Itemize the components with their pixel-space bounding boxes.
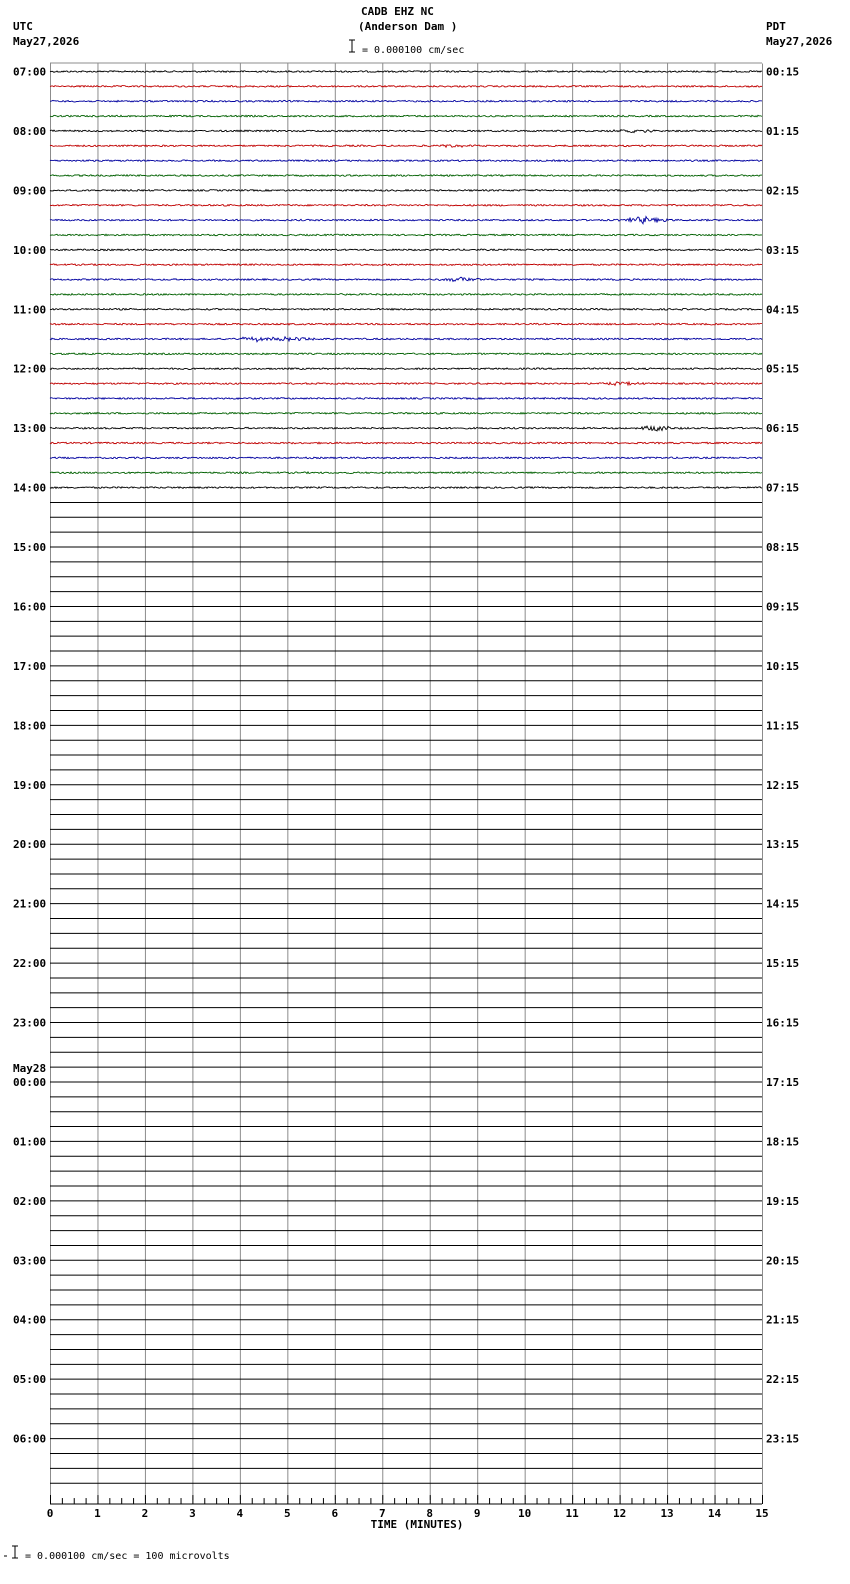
utc-hour-label: 20:00 <box>13 838 47 852</box>
utc-hour-label: 09:00 <box>13 184 47 198</box>
utc-hour-label: 00:00 <box>13 1075 47 1089</box>
x-tick-label: 9 <box>473 1507 481 1521</box>
utc-hour-label: 06:00 <box>13 1432 47 1446</box>
seismic-trace <box>50 234 762 236</box>
pdt-hour-label: 17:15 <box>766 1075 800 1089</box>
seismic-trace <box>50 86 762 88</box>
seismic-trace <box>50 71 762 73</box>
date-change-label: May28 <box>13 1061 47 1075</box>
utc-hour-label: 01:00 <box>13 1135 47 1149</box>
pdt-hour-label: 21:15 <box>766 1313 800 1327</box>
x-tick-label: 12 <box>612 1507 627 1521</box>
pdt-hour-label: 03:15 <box>766 243 800 257</box>
pdt-hour-label: 02:15 <box>766 184 800 198</box>
right-date: May27,2026 <box>766 35 833 48</box>
x-tick-label: 1 <box>94 1507 101 1521</box>
pdt-hour-label: 07:15 <box>766 481 800 495</box>
pdt-hour-label: 10:15 <box>766 659 800 673</box>
seismic-trace <box>50 353 762 355</box>
pdt-hour-label: 00:15 <box>766 65 800 79</box>
seismic-trace <box>50 249 762 251</box>
utc-hour-label: 12:00 <box>13 362 47 376</box>
scale-bar-icon <box>349 40 355 52</box>
pdt-hour-label: 23:15 <box>766 1432 800 1446</box>
x-tick-label: 14 <box>707 1507 722 1521</box>
pdt-hour-label: 08:15 <box>766 541 800 555</box>
pdt-hour-label: 15:15 <box>766 957 800 971</box>
x-tick-label: 15 <box>755 1507 769 1521</box>
seismic-trace <box>50 115 762 117</box>
pdt-hour-label: 22:15 <box>766 1373 800 1387</box>
pdt-hour-label: 11:15 <box>766 719 800 733</box>
x-tick-label: 13 <box>660 1507 674 1521</box>
pdt-hour-label: 13:15 <box>766 838 800 852</box>
seismic-trace <box>50 217 762 224</box>
plot-grid <box>50 63 763 1500</box>
scale-label: = 0.000100 cm/sec <box>362 45 465 56</box>
x-tick-label: 4 <box>236 1507 244 1521</box>
seismic-trace <box>50 487 762 489</box>
pdt-hour-label: 18:15 <box>766 1135 800 1149</box>
utc-hour-label: 13:00 <box>13 422 47 436</box>
station-title: CADB EHZ NC <box>361 5 434 18</box>
utc-hour-label: 21:00 <box>13 897 47 911</box>
utc-hour-label: 23:00 <box>13 1016 47 1030</box>
seismic-trace <box>50 160 762 162</box>
pdt-hour-label: 01:15 <box>766 124 800 138</box>
utc-hour-label: 10:00 <box>13 243 47 257</box>
utc-hour-label: 19:00 <box>13 778 47 792</box>
x-tick-label: 0 <box>46 1507 54 1521</box>
seismic-trace <box>50 190 762 192</box>
pdt-hour-label: 19:15 <box>766 1194 800 1208</box>
left-timezone: UTC <box>13 20 33 33</box>
pdt-hour-label: 14:15 <box>766 897 800 911</box>
x-axis <box>47 1495 769 1531</box>
seismic-trace <box>50 368 762 370</box>
utc-hour-label: 18:00 <box>13 719 47 733</box>
utc-hour-label: 08:00 <box>13 124 47 138</box>
utc-hour-label: 02:00 <box>13 1194 47 1208</box>
pdt-hour-label: 12:15 <box>766 778 800 792</box>
right-timezone: PDT <box>766 20 786 33</box>
x-tick-label: 8 <box>426 1507 434 1521</box>
seismic-trace <box>50 382 762 386</box>
utc-hour-label: 11:00 <box>13 303 47 317</box>
utc-hour-label: 07:00 <box>13 65 47 79</box>
pdt-hour-label: 06:15 <box>766 422 800 436</box>
utc-hour-label: 04:00 <box>13 1313 47 1327</box>
utc-hour-label: 16:00 <box>13 600 47 614</box>
x-tick-label: 5 <box>284 1507 291 1521</box>
utc-hour-label: 17:00 <box>13 659 47 673</box>
x-tick-label: 3 <box>189 1507 196 1521</box>
seismic-trace <box>50 264 762 266</box>
footer-scale-note: = 0.000100 cm/sec = 100 microvolts <box>25 1551 230 1562</box>
seismic-trace <box>50 294 762 296</box>
seismic-trace <box>50 472 762 474</box>
seismic-trace <box>50 337 762 342</box>
seismic-traces <box>50 71 762 1484</box>
utc-hour-label: 05:00 <box>13 1373 47 1387</box>
pdt-hour-label: 09:15 <box>766 600 800 614</box>
seismic-trace <box>50 442 762 444</box>
seismic-trace <box>50 175 762 177</box>
utc-hour-label: 15:00 <box>13 541 47 555</box>
seismic-trace <box>50 398 762 400</box>
pdt-hour-label: 05:15 <box>766 362 800 376</box>
seismic-trace <box>50 309 762 311</box>
seismic-trace <box>50 145 762 148</box>
pdt-hour-label: 20:15 <box>766 1254 800 1268</box>
seismic-trace <box>50 413 762 415</box>
left-date: May27,2026 <box>13 35 80 48</box>
seismic-trace <box>50 130 762 133</box>
x-tick-label: 11 <box>565 1507 579 1521</box>
x-axis-title: TIME (MINUTES) <box>370 1518 464 1532</box>
footer-scale-icon <box>4 1546 18 1558</box>
seismic-trace <box>50 457 762 459</box>
x-tick-label: 7 <box>378 1507 386 1521</box>
seismic-trace <box>50 277 762 281</box>
x-tick-label: 2 <box>141 1507 149 1521</box>
pdt-hour-label: 04:15 <box>766 303 800 317</box>
utc-hour-label: 03:00 <box>13 1254 47 1268</box>
seismic-trace <box>50 100 762 102</box>
seismic-trace <box>50 323 762 325</box>
seismic-trace <box>50 426 762 431</box>
seismic-trace <box>50 204 762 206</box>
utc-hour-label: 22:00 <box>13 957 47 971</box>
x-tick-label: 6 <box>331 1507 339 1521</box>
site-name: (Anderson Dam ) <box>358 20 458 33</box>
utc-hour-label: 14:00 <box>13 481 47 495</box>
x-tick-label: 10 <box>518 1507 532 1521</box>
pdt-hour-label: 16:15 <box>766 1016 800 1030</box>
